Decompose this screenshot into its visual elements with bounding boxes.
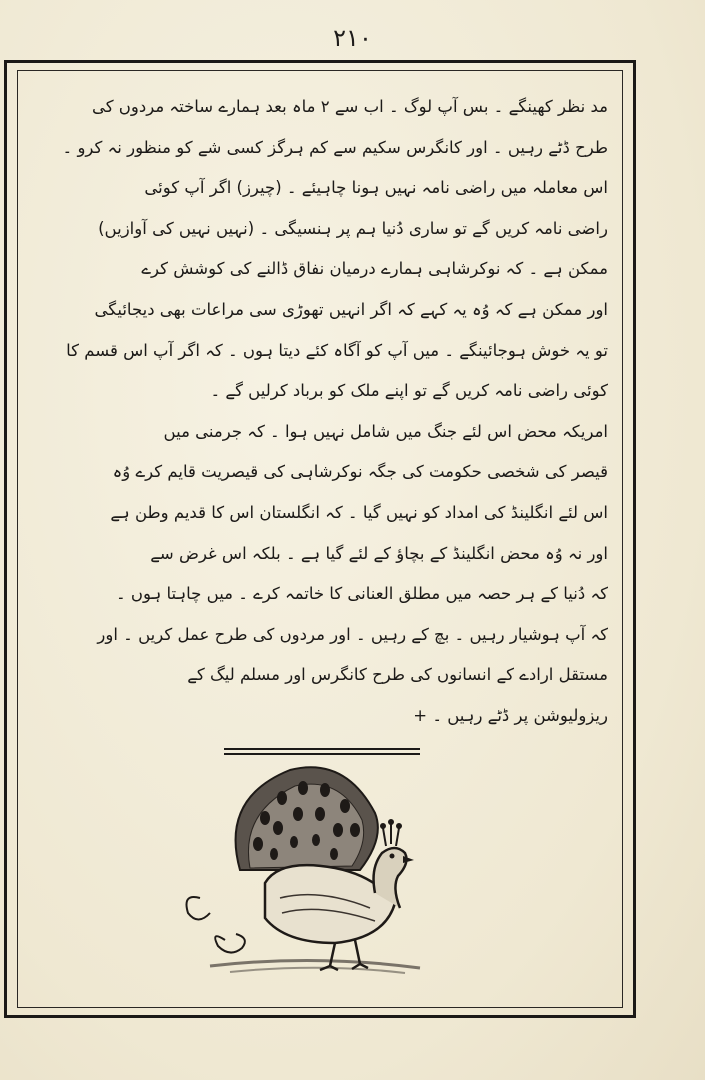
text-line: مد نظر کھینگے ۔ بس آپ لوگ ۔ اب سے ۲ ماہ بعد ہمارے ساختہ مردوں کی bbox=[91, 97, 608, 116]
ornament-double-rule bbox=[224, 748, 420, 755]
text-line: طرح ڈٹے رہیں ۔ اور کانگرس سکیم سے کم ہرگز کسی شے کو منظور نہ کرو ۔ bbox=[62, 137, 608, 157]
text-line: اس لئے انگلینڈ کی امداد کو نہیں گیا ۔ کہ انگلستان اس کا قدیم وطن ہے bbox=[110, 502, 608, 522]
text-line: راضی نامہ کریں گے تو ساری دُنیا ہم پر ہنسیگی ۔ (نہیں نہیں کی آوازیں) bbox=[98, 218, 608, 238]
page-number: ۲۱۰ bbox=[333, 24, 372, 52]
text-line: کہ دُنیا کے ہر حصہ میں مطلق العنانی کا خاتمہ کرے ۔ میں چاہتا ہوں ۔ bbox=[116, 584, 608, 604]
text-line: مستقل ارادے کے انسانوں کی طرح کانگرس اور مسلم لیگ کے bbox=[187, 665, 608, 685]
text-line: اور نہ وُہ محض انگلینڈ کے بچاؤ کے لئے گیا ہے ۔ بلکہ اس غرض سے bbox=[150, 543, 608, 563]
body-text bbox=[36, 87, 608, 737]
text-line: ممکن ہے ۔ کہ نوکرشاہی ہمارے درمیان نفاق ڈالنے کی کوشش کرے bbox=[141, 259, 608, 279]
text-line: کوئی راضی نامہ کریں گے تو اپنے ملک کو برباد کرلیں گے ۔ bbox=[210, 381, 608, 401]
peacock-illustration-icon bbox=[170, 758, 460, 988]
text-line: کہ آپ ہوشیار رہیں ۔ بچ کے رہیں ۔ اور مردوں کی طرح عمل کریں ۔ اور bbox=[97, 624, 608, 644]
text-line: ریزولیوشن پر ڈٹے رہیں ۔ + bbox=[413, 705, 608, 725]
text-line: امریکہ محض اس لئے جنگ میں شامل نہیں ہوا ۔ کہ جرمنی میں bbox=[163, 421, 608, 441]
text-line: اس معاملہ میں راضی نامہ نہیں ہونا چاہیئے ۔ (چیرز) اگر آپ کوئی bbox=[144, 178, 608, 198]
text-line: قیصر کی شخصی حکومت کی جگہ نوکرشاہی کی قیصریت قایم کرے وُہ bbox=[112, 462, 608, 482]
text-line: اور ممکن ہے کہ وُہ یہ کہے کہ اگر انہیں تھوڑی سی مراعات بھی دیجائیگی bbox=[94, 299, 608, 319]
text-line: تو یہ خوش ہوجائینگے ۔ میں آپ کو آگاہ کئے دیتا ہوں ۔ کہ اگر آپ اس قسم کا bbox=[66, 340, 608, 360]
